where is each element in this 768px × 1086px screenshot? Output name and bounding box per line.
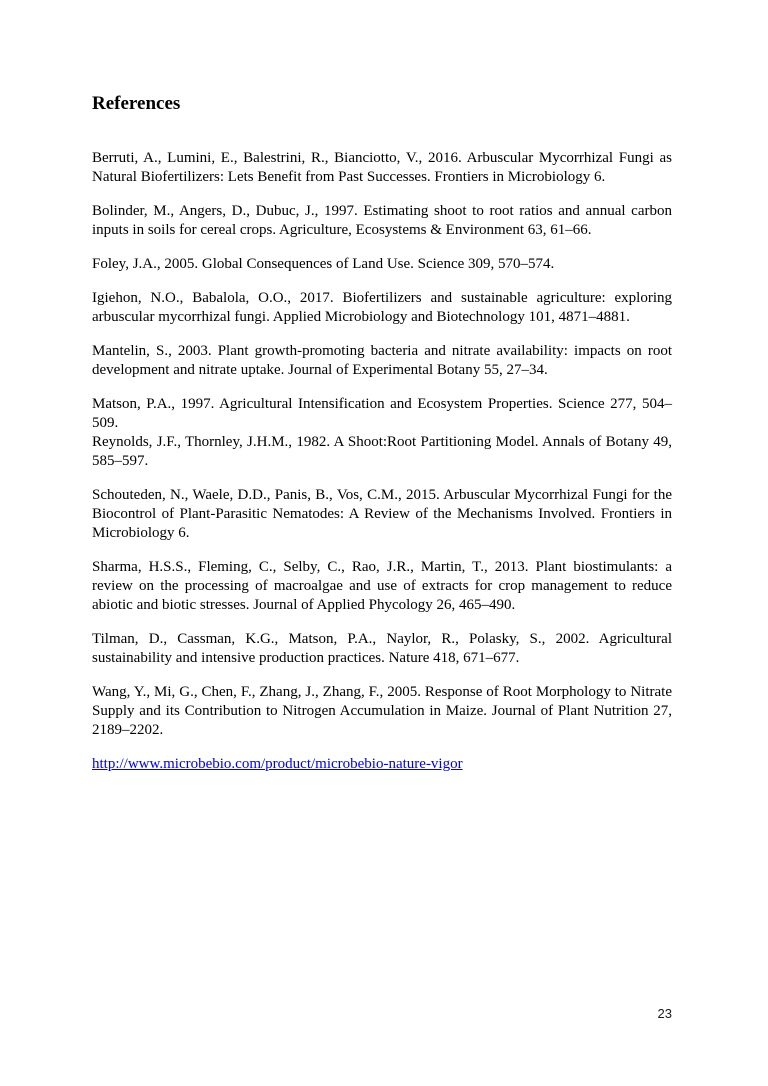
reference-entry: Igiehon, N.O., Babalola, O.O., 2017. Biofertilizers and sustainable agriculture: exploring arbuscular mycorrhizal fungi. Applied Microbiology and Biotechnology 101, 4871–4881. <box>92 290 672 325</box>
references-heading: References <box>92 93 181 114</box>
product-link-line <box>92 755 672 774</box>
reference-entry: Sharma, H.S.S., Fleming, C., Selby, C., Rao, J.R., Martin, T., 2013. Plant biostimulants: a review on the processing of macroalgae and use of extracts for crop management to reduce abiotic and biotic stresses. Journal of Applied Phycology 26, 465–490. <box>92 559 672 613</box>
page-number: 23 <box>657 1006 672 1021</box>
reference-entry: Reynolds, J.F., Thornley, J.H.M., 1982. A Shoot:Root Partitioning Model. Annals of Botany 49, 585–597. <box>92 434 672 469</box>
product-url-link[interactable]: http://www.microbebio.com/product/microbebio-nature-vigor <box>92 756 463 772</box>
reference-entry: Schouteden, N., Waele, D.D., Panis, B., Vos, C.M., 2015. Arbuscular Mycorrhizal Fungi for the Biocontrol of Plant-Parasitic Nematodes: A Review of the Mechanisms Involved. Frontiers in Microbiology 6. <box>92 487 672 541</box>
reference-entry: Berruti, A., Lumini, E., Balestrini, R., Bianciotto, V., 2016. Arbuscular Mycorrhizal Fungi as Natural Biofertilizers: Lets Benefit from Past Successes. Frontiers in Microbiology 6. <box>92 150 672 185</box>
reference-entry: Bolinder, M., Angers, D., Dubuc, J., 1997. Estimating shoot to root ratios and annual carbon inputs in soils for cereal crops. Agriculture, Ecosystems & Environment 63, 61–66. <box>92 203 672 238</box>
reference-entry: Matson, P.A., 1997. Agricultural Intensification and Ecosystem Properties. Science 277, 504–509. <box>92 396 672 431</box>
reference-entry: Mantelin, S., 2003. Plant growth-promoting bacteria and nitrate availability: impacts on root development and nitrate uptake. Journal of Experimental Botany 55, 27–34. <box>92 343 672 378</box>
references-section <box>92 0 672 774</box>
reference-entry: Wang, Y., Mi, G., Chen, F., Zhang, J., Zhang, F., 2005. Response of Root Morphology to Nitrate Supply and its Contribution to Nitrogen Accumulation in Maize. Journal of Plant Nutrition 27, 2189–2202. <box>92 684 672 738</box>
reference-entry: Foley, J.A., 2005. Global Consequences of Land Use. Science 309, 570–574. <box>92 256 555 272</box>
reference-entry: Tilman, D., Cassman, K.G., Matson, P.A., Naylor, R., Polasky, S., 2002. Agricultural sustainability and intensive production practices. Nature 418, 671–677. <box>92 631 672 666</box>
